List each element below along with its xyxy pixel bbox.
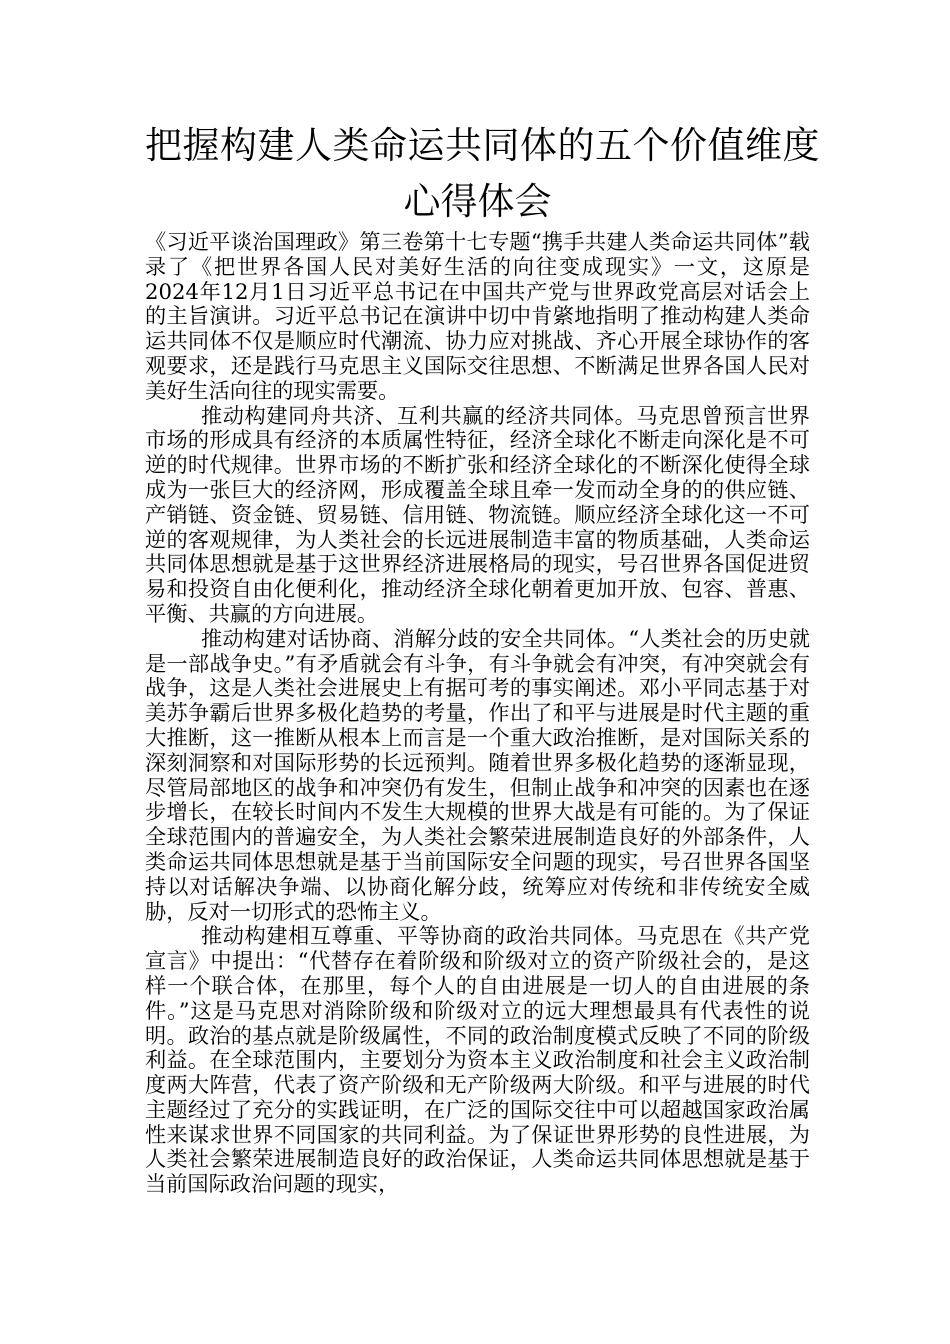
security-community-paragraph: 推动构建对话协商、消解分歧的安全共同体。“人类社会的历史就是一部战争史。”有矛盾就会有斗争，有斗争就会有冲突，有冲突就会有战争，这是人类社会进展史上有据可考的事实阐述。邓小平同志基于对美苏争霸后世界多极化趋势的考量，作出了和平与进展是时代主题的重大推断，这一推断从根本上而言是一个重大政治推断，是对国际关系的深刻洞察和对国际形势的长远预判。随着世界多极化趋势的逐渐显现，尽管局部地区的战争和冲突仍有发生，但制止战争和冲突的因素也在逐步增长，在较长时间内不发生大规模的世界大战是有可能的。为了保证全球范围内的普遍安全，为人类社会繁荣进展制造良好的外部条件，人类命运共同体思想就是基于当前国际安全问题的现实，号召世界各国坚持以对话解决争端、以协商化解分歧，统筹应对传统和非传统安全威胁，反对一切形式的恐怖主义。 xyxy=(145,625,810,924)
document-title-line-1: 把握构建人类命运共同体的五个价值维度 xyxy=(145,124,820,167)
economic-community-paragraph: 推动构建同舟共济、互利共赢的经济共同体。马克思曾预言世界市场的形成具有经济的本质属性特征，经济全球化不断走向深化是不可逆的时代规律。世界市场的不断扩张和经济全球化的不断深化使得全球成为一张巨大的经济网，形成覆盖全球且牵一发而动全身的的供应链、产销链、资金链、贸易链、信用链、物流链。顺应经济全球化这一不可逆的客观规律，为人类社会的长远进展制造丰富的物质基础，人类命运共同体思想就是基于这世界经济进展格局的现实，号召世界各国促进贸易和投资自由化便利化，推动经济全球化朝着更加开放、包容、普惠、平衡、共赢的方向进展。 xyxy=(145,402,810,626)
document-page xyxy=(145,118,820,1197)
document-body xyxy=(145,230,810,1197)
political-community-paragraph: 推动构建相互尊重、平等协商的政治共同体。马克思在《共产党宣言》中提出：“代替存在着阶级和阶级对立的资产阶级社会的，是这样一个联合体，在那里，每个人的自由进展是一切人的自由进展的条件。”这是马克思对消除阶级和阶级对立的远大理想最具有代表性的说明。政治的基点就是阶级属性，不同的政治制度模式反映了不同的阶级利益。在全球范围内，主要划分为资本主义政治制度和社会主义政治制度两大阵营，代表了资产阶级和无产阶级两大阶级。和平与进展的时代主题经过了充分的实践证明，在广泛的国际交往中可以超越国家政治属性来谋求世界不同国家的共同利益。为了保证世界形势的良性进展，为人类社会繁荣进展制造良好的政治保证，人类命运共同体思想就是基于当前国际政治问题的现实， xyxy=(145,923,810,1197)
intro-paragraph: 《习近平谈治国理政》第三卷第十七专题“携手共建人类命运共同体”载录了《把世界各国人民对美好生活的向往变成现实》一文，这原是2024年12月1日习近平总书记在中国共产党与世界政党高层对话会上的主旨演讲。习近平总书记在演讲中切中肯綮地指明了推动构建人类命运共同体不仅是顺应时代潮流、协力应对挑战、齐心开展全球协作的客观要求，还是践行马克思主义国际交往思想、不断满足世界各国人民对美好生活向往的现实需要。 xyxy=(145,229,810,403)
document-title-line-2: 心得体会 xyxy=(403,180,552,223)
